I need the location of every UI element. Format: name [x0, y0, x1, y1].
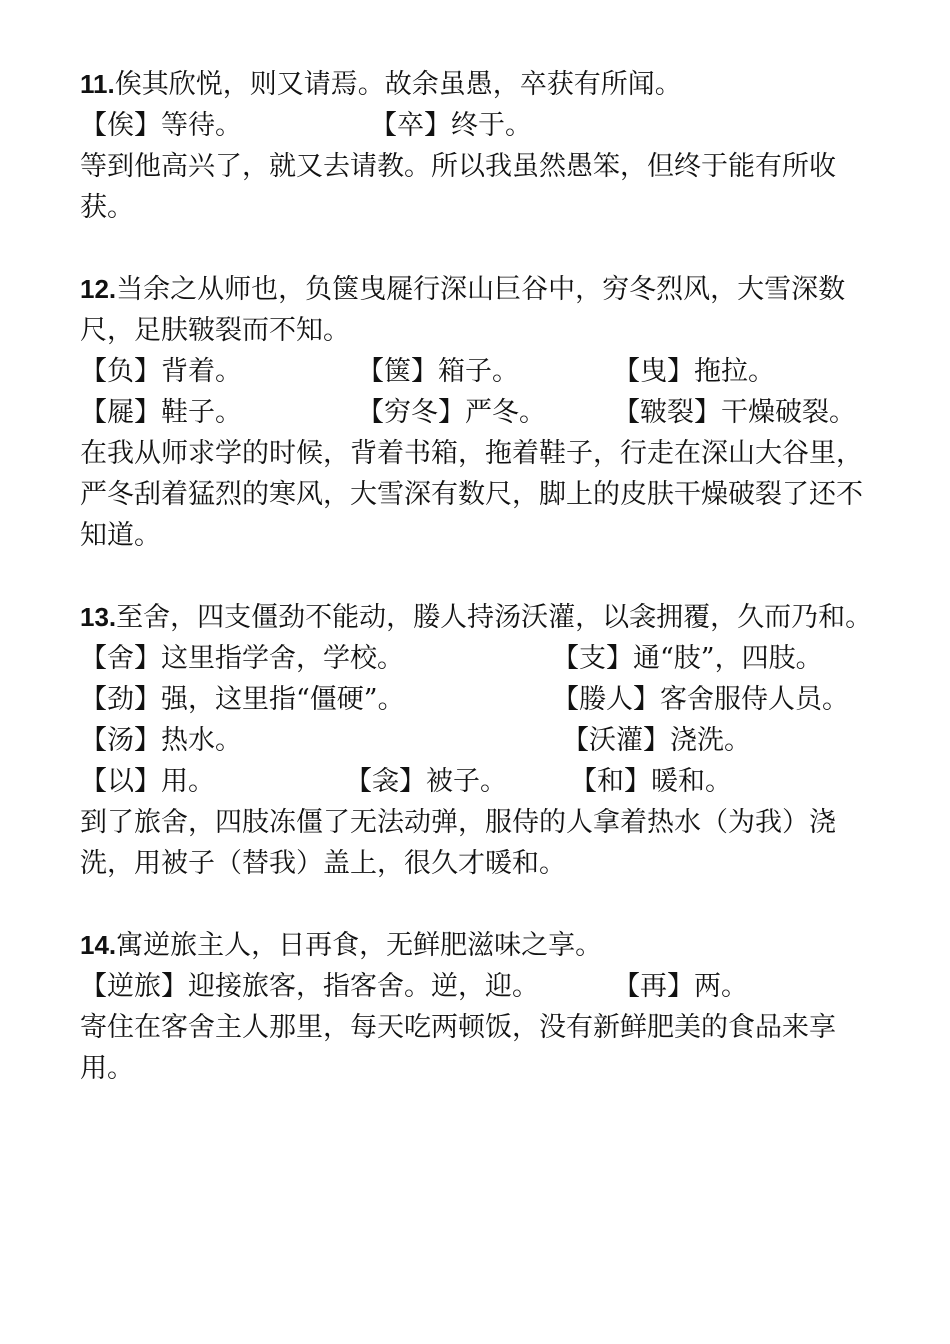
- gloss-item: 【以】用。: [80, 766, 215, 797]
- gloss-item: 【再】两。: [613, 971, 748, 1002]
- translation: 到了旅舍，四肢冻僵了无法动弹，服侍的人拿着热水（为我）浇洗，用被子（替我）盖上，很久才暖和。: [80, 807, 836, 879]
- gloss-item: 【舍】这里指学舍，学校。: [80, 643, 404, 674]
- gloss-row: [80, 966, 880, 1007]
- section-13: [80, 597, 880, 884]
- section-number: 13.: [80, 602, 117, 632]
- source-text: 至舍，四支僵劲不能动，媵人持汤沃灌，以衾拥覆，久而乃和。: [116, 602, 873, 633]
- source-text: 寓逆旅主人，日再食，无鲜肥滋味之享。: [116, 930, 603, 961]
- section-number: 14.: [80, 930, 117, 960]
- source-sentence: [80, 925, 880, 966]
- source-sentence: [80, 269, 880, 351]
- gloss-item: 【劲】强，这里指“僵硬”。: [80, 684, 405, 715]
- gloss-item: 【逆旅】迎接旅客，指客舍。逆，迎。: [80, 971, 539, 1002]
- section-11: [80, 64, 880, 228]
- gloss-item: 【媵人】客舍服侍人员。: [552, 684, 849, 715]
- gloss-item: 【负】背着。: [80, 356, 242, 387]
- gloss-row: [80, 351, 880, 392]
- gloss-item: 【沃灌】浇洗。: [562, 725, 751, 756]
- translation: 在我从师求学的时候，背着书箱，拖着鞋子，行走在深山大谷里，严冬刮着猛烈的寒风，大雪深有数尺，脚上的皮肤干燥破裂了还不知道。: [80, 438, 863, 551]
- gloss-item: 【皲裂】干燥破裂。: [613, 397, 856, 428]
- gloss-item: 【穷冬】严冬。: [357, 397, 546, 428]
- gloss-item: 【衾】被子。: [345, 766, 507, 797]
- gloss-row: [80, 105, 880, 146]
- gloss-row: [80, 679, 880, 720]
- gloss-row: [80, 761, 880, 802]
- gloss-item: 【箧】箱子。: [357, 356, 519, 387]
- gloss-item: 【俟】等待。: [80, 110, 242, 141]
- source-text: 当余之从师也，负箧曳屣行深山巨谷中，穷冬烈风，大雪深数尺，足肤皲裂而不知。: [80, 274, 846, 346]
- section-14: [80, 925, 880, 1089]
- gloss-item: 【卒】终于。: [370, 110, 532, 141]
- section-number: 12.: [80, 274, 117, 304]
- section-12: [80, 269, 880, 556]
- gloss-item: 【曳】拖拉。: [613, 356, 775, 387]
- gloss-row: [80, 720, 880, 761]
- gloss-item: 【汤】热水。: [80, 725, 242, 756]
- document-page: [80, 64, 880, 1129]
- translation: 等到他高兴了，就又去请教。所以我虽然愚笨，但终于能有所收获。: [80, 151, 836, 223]
- gloss-row: [80, 638, 880, 679]
- source-sentence: [80, 597, 880, 638]
- gloss-item: 【屣】鞋子。: [80, 397, 242, 428]
- translation: 寄住在客舍主人那里，每天吃两顿饭，没有新鲜肥美的食品来享用。: [80, 1012, 836, 1084]
- section-number: 11.: [80, 69, 115, 99]
- gloss-item: 【支】通“肢”，四肢。: [552, 643, 823, 674]
- gloss-row: [80, 392, 880, 433]
- source-text: 俟其欣悦，则又请焉。故余虽愚，卒获有所闻。: [114, 69, 682, 100]
- source-sentence: [80, 64, 880, 105]
- gloss-item: 【和】暖和。: [570, 766, 732, 797]
